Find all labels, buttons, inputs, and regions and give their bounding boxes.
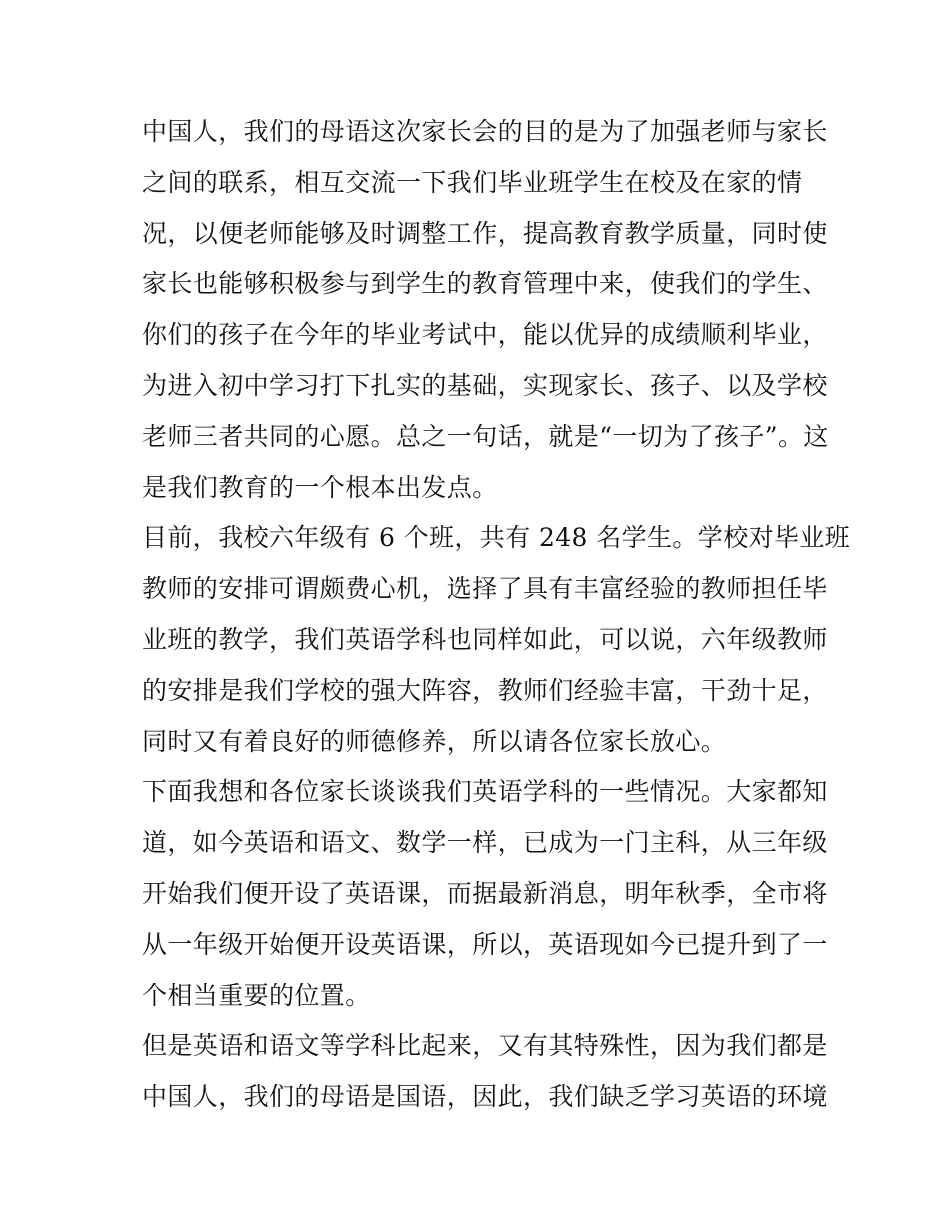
text-line: 开始我们便开设了英语课，而据最新消息，明年秋季，全市将 bbox=[142, 878, 828, 908]
text-line: 为进入初中学习打下扎实的基础，实现家长、孩子、以及学校 bbox=[142, 370, 828, 400]
text-line: 老师三者共同的心愿。总之一句话，就是“一切为了孩子”。这 bbox=[142, 421, 829, 451]
text-line: 的安排是我们学校的强大阵容，教师们经验丰富，干劲十足， bbox=[142, 675, 828, 705]
text-line: 之间的联系，相互交流一下我们毕业班学生在校及在家的情 bbox=[142, 167, 803, 197]
text-line: 下面我想和各位家长谈谈我们英语学科的一些情况。大家都知 bbox=[142, 777, 828, 807]
text-line: 是我们教育的一个根本出发点。 bbox=[142, 472, 498, 502]
text-line: 业班的教学，我们英语学科也同样如此，可以说，六年级教师 bbox=[142, 624, 828, 654]
text-line: 个相当重要的位置。 bbox=[142, 980, 371, 1010]
text-line: 同时又有着良好的师德修养，所以请各位家长放心。 bbox=[142, 726, 727, 756]
text-line: 目前，我校六年级有 6 个班，共有 248 名学生。学校对毕业班 bbox=[142, 523, 851, 553]
text-line: 中国人，我们的母语是国语，因此，我们缺乏学习英语的环境 bbox=[142, 1082, 828, 1112]
text-line: 但是英语和语文等学科比起来，又有其特殊性，因为我们都是 bbox=[142, 1031, 828, 1061]
document-page bbox=[142, 107, 851, 1123]
text-line: 从一年级开始便开设英语课，所以，英语现如今已提升到了一 bbox=[142, 929, 828, 959]
text-line: 你们的孩子在今年的毕业考试中，能以优异的成绩顺利毕业， bbox=[142, 320, 828, 350]
text-line: 家长也能够积极参与到学生的教育管理中来，使我们的学生、 bbox=[142, 269, 828, 299]
text-line: 道，如今英语和语文、数学一样，已成为一门主科，从三年级 bbox=[142, 828, 828, 858]
text-line: 教师的安排可谓颇费心机，选择了具有丰富经验的教师担任毕 bbox=[142, 574, 828, 604]
text-line: 中国人，我们的母语这次家长会的目的是为了加强老师与家长 bbox=[142, 117, 828, 146]
text-line: 况，以便老师能够及时调整工作，提高教育教学质量，同时使 bbox=[142, 218, 828, 248]
